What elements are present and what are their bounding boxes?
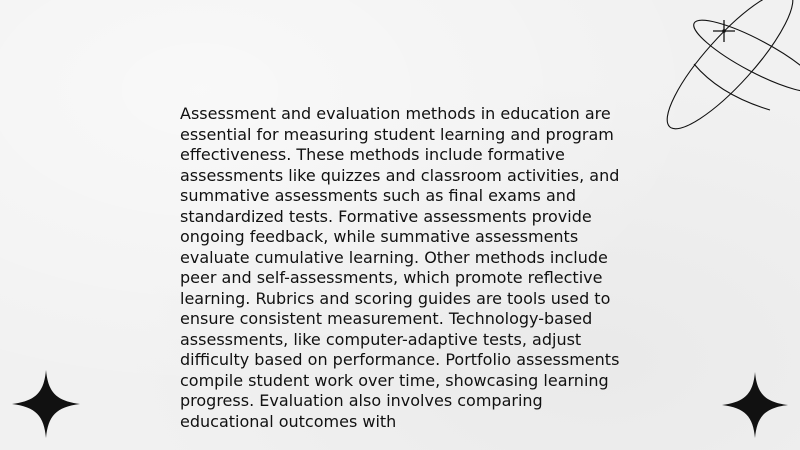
four-point-star-icon — [12, 370, 80, 438]
body-paragraph: Assessment and evaluation methods in education are essential for measuring student learning and program effectiveness. These methods include formative assessments like quizzes and classroom activities, and summative assessments such as final exams and standardized tests. Formative assessments provide ongoing feedback, while summative assessments evaluate cumulative learning. Other methods include peer and self-assessments, which promote reflective learning. Rubrics and scoring guides are tools used to ensure consistent measurement. Technology-based assessments, like computer-adaptive tests, adjust difficulty based on performance. Portfolio assessments compile student work over time, showcasing learning progress. Evaluation also involves comparing educational outcomes with — [180, 104, 620, 431]
orbit-lines-icon — [660, 0, 800, 150]
four-point-star-icon — [722, 372, 788, 438]
